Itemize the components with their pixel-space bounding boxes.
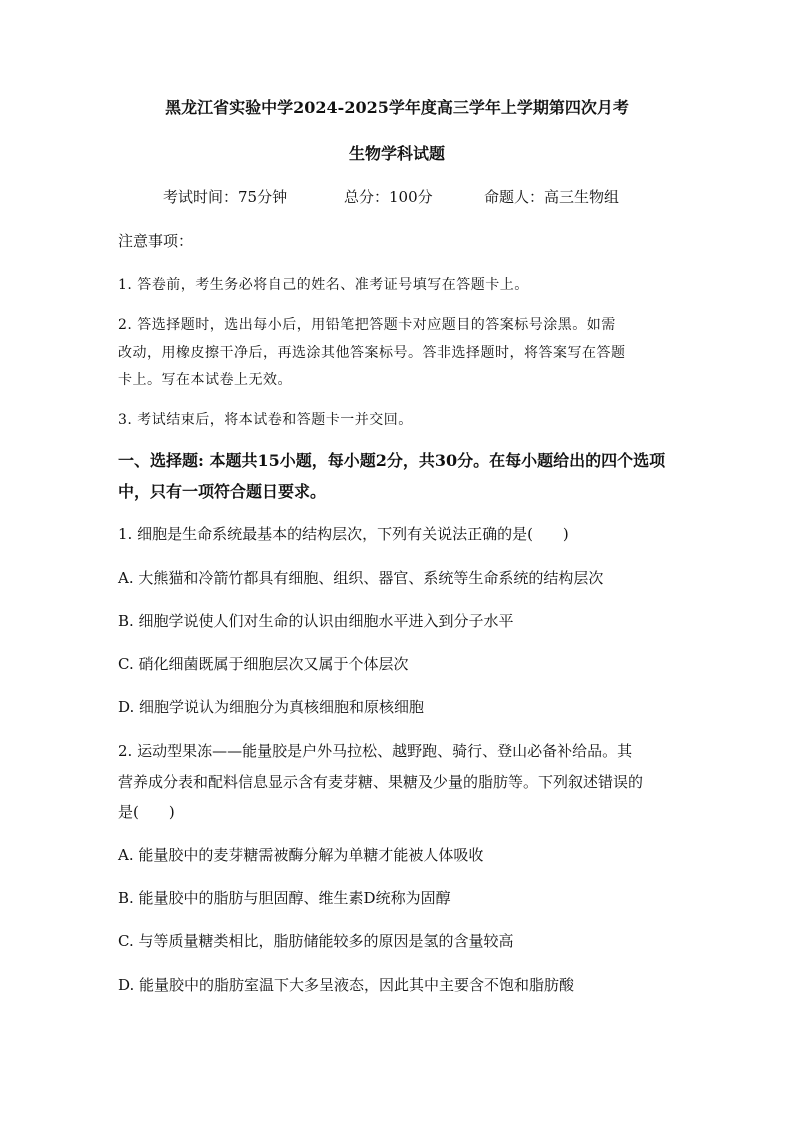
section-heading-line-1: 一、选择题: 本题共15小题，每小题2分，共30分。在每小题给出的四个选项 (118, 451, 666, 470)
note-2-line-3: 卡上。写在本试卷上无效。 (118, 372, 292, 388)
exam-time: 考试时间：75分钟 (163, 188, 288, 206)
question-2-option-b: B. 能量胶中的脂肪与胆固醇、维生素D统称为固醇 (118, 889, 451, 907)
exam-score: 总分：100分 (344, 188, 433, 206)
question-2-stem-line-1: 2. 运动型果冻——能量胶是户外马拉松、越野跑、骑行、登山必备补给品。其 (118, 742, 633, 760)
question-2-option-c: C. 与等质量糖类相比，脂肪储能较多的原因是氢的含量较高 (118, 932, 514, 950)
question-2-stem-line-3: 是( ) (118, 803, 175, 821)
question-1-option-a: A. 大熊猫和冷箭竹都具有细胞、组织、器官、系统等生命系统的结构层次 (118, 569, 604, 587)
question-1-option-d: D. 细胞学说认为细胞分为真核细胞和原核细胞 (118, 698, 425, 716)
question-2-option-a: A. 能量胶中的麦芽糖需被酶分解为单糖才能被人体吸收 (118, 846, 484, 864)
note-3: 3. 考试结束后，将本试卷和答题卡一并交回。 (118, 412, 413, 428)
exam-subtitle: 生物学科试题 (348, 144, 445, 163)
exam-author: 命题人：高三生物组 (484, 188, 620, 206)
note-2-line-2: 改动，用橡皮擦干净后，再选涂其他答案标号。答非选择题时，将答案写在答题 (118, 345, 626, 361)
question-2-stem-line-2: 营养成分表和配料信息显示含有麦芽糖、果糖及少量的脂肪等。下列叙述错误的 (118, 773, 644, 791)
exam-title: 黑龙江省实验中学2024-2025学年度高三学年上学期第四次月考 (165, 98, 629, 117)
question-1-option-b: B. 细胞学说使人们对生命的认识由细胞水平进入到分子水平 (118, 612, 514, 630)
question-1-option-c: C. 硝化细菌既属于细胞层次又属于个体层次 (118, 655, 409, 673)
section-heading-line-2: 中，只有一项符合题日要求。 (118, 482, 327, 501)
question-1-stem: 1. 细胞是生命系统最基本的结构层次，下列有关说法正确的是( ) (118, 525, 569, 543)
note-1: 1. 答卷前，考生务必将自己的姓名、准考证号填写在答题卡上。 (118, 277, 529, 293)
question-2-option-d: D. 能量胶中的脂肪室温下大多呈液态，因此其中主要含不饱和脂肪酸 (118, 976, 575, 994)
note-2-line-1: 2. 答选择题时，选出每小后，用铅笔把答题卡对应题目的答案标号涂黑。如需 (118, 317, 616, 333)
notes-heading: 注意事项： (118, 232, 194, 250)
